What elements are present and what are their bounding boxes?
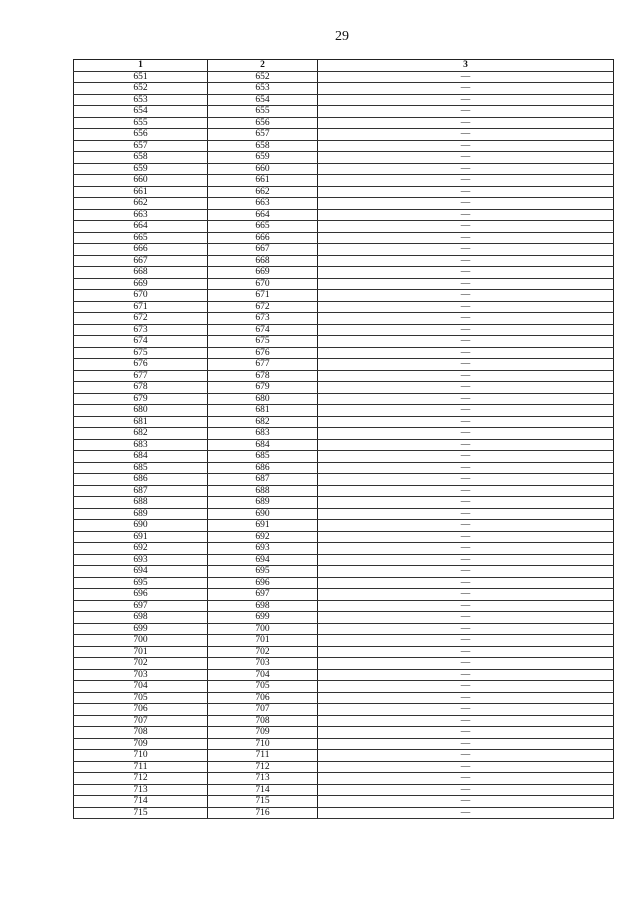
table-row xyxy=(74,278,614,290)
table-cell-col-2: 707 xyxy=(208,704,318,716)
table-cell-col-3: — xyxy=(318,71,614,83)
table-row xyxy=(74,267,614,279)
table-cell-col-1: 656 xyxy=(74,129,208,141)
table-header-row xyxy=(74,60,614,72)
table-cell-col-2: 681 xyxy=(208,405,318,417)
table-row xyxy=(74,175,614,187)
table-cell-col-3: — xyxy=(318,255,614,267)
table-cell-col-3: — xyxy=(318,681,614,693)
table-row xyxy=(74,508,614,520)
table-cell-col-3: — xyxy=(318,508,614,520)
table-cell-col-2: 695 xyxy=(208,566,318,578)
table-cell-col-3: — xyxy=(318,290,614,302)
table-cell-col-1: 651 xyxy=(74,71,208,83)
table-row xyxy=(74,451,614,463)
table-cell-col-1: 712 xyxy=(74,773,208,785)
table-row xyxy=(74,347,614,359)
table-cell-col-3: — xyxy=(318,393,614,405)
table-cell-col-2: 666 xyxy=(208,232,318,244)
table-cell-col-2: 656 xyxy=(208,117,318,129)
table-cell-col-2: 671 xyxy=(208,290,318,302)
table-row xyxy=(74,750,614,762)
table-row xyxy=(74,589,614,601)
table-cell-col-2: 659 xyxy=(208,152,318,164)
table-row xyxy=(74,244,614,256)
table-cell-col-3: — xyxy=(318,600,614,612)
table-cell-col-3: — xyxy=(318,635,614,647)
table-row xyxy=(74,336,614,348)
table-row xyxy=(74,140,614,152)
table-row xyxy=(74,221,614,233)
table-cell-col-1: 684 xyxy=(74,451,208,463)
table-row xyxy=(74,83,614,95)
table-cell-col-2: 693 xyxy=(208,543,318,555)
table-cell-col-2: 705 xyxy=(208,681,318,693)
table-cell-col-3: — xyxy=(318,83,614,95)
column-header-3: 3 xyxy=(318,60,614,72)
table-cell-col-1: 681 xyxy=(74,416,208,428)
table-cell-col-2: 669 xyxy=(208,267,318,279)
table-row xyxy=(74,485,614,497)
table-cell-col-2: 675 xyxy=(208,336,318,348)
table-row xyxy=(74,704,614,716)
table-row xyxy=(74,382,614,394)
table-cell-col-2: 711 xyxy=(208,750,318,762)
table-cell-col-1: 679 xyxy=(74,393,208,405)
table-cell-col-2: 674 xyxy=(208,324,318,336)
table-row xyxy=(74,290,614,302)
table-cell-col-1: 659 xyxy=(74,163,208,175)
table-cell-col-1: 682 xyxy=(74,428,208,440)
table-cell-col-2: 689 xyxy=(208,497,318,509)
table-cell-col-1: 673 xyxy=(74,324,208,336)
table-cell-col-1: 669 xyxy=(74,278,208,290)
table-cell-col-3: — xyxy=(318,761,614,773)
table-cell-col-2: 698 xyxy=(208,600,318,612)
page-number: 29 xyxy=(335,29,349,44)
table-cell-col-3: — xyxy=(318,451,614,463)
table-row xyxy=(74,370,614,382)
table-cell-col-3: — xyxy=(318,163,614,175)
table-cell-col-2: 661 xyxy=(208,175,318,187)
table-cell-col-3: — xyxy=(318,198,614,210)
table-cell-col-2: 704 xyxy=(208,669,318,681)
table-row xyxy=(74,439,614,451)
table-cell-col-2: 696 xyxy=(208,577,318,589)
table-row xyxy=(74,393,614,405)
table-cell-col-3: — xyxy=(318,152,614,164)
table-row xyxy=(74,94,614,106)
table-cell-col-2: 716 xyxy=(208,807,318,819)
table-cell-col-1: 678 xyxy=(74,382,208,394)
table-cell-col-2: 712 xyxy=(208,761,318,773)
table-cell-col-2: 706 xyxy=(208,692,318,704)
data-table xyxy=(73,59,614,819)
table-cell-col-1: 703 xyxy=(74,669,208,681)
table-cell-col-2: 715 xyxy=(208,796,318,808)
table-cell-col-1: 708 xyxy=(74,727,208,739)
table-cell-col-3: — xyxy=(318,554,614,566)
table-cell-col-1: 688 xyxy=(74,497,208,509)
table-cell-col-3: — xyxy=(318,428,614,440)
table-cell-col-1: 666 xyxy=(74,244,208,256)
table-cell-col-2: 710 xyxy=(208,738,318,750)
table-row xyxy=(74,796,614,808)
table-row xyxy=(74,117,614,129)
table-cell-col-3: — xyxy=(318,244,614,256)
table-row xyxy=(74,543,614,555)
table-cell-col-1: 697 xyxy=(74,600,208,612)
table-row xyxy=(74,807,614,819)
table-row xyxy=(74,301,614,313)
table-cell-col-1: 676 xyxy=(74,359,208,371)
table-cell-col-3: — xyxy=(318,370,614,382)
table-cell-col-1: 701 xyxy=(74,646,208,658)
table-cell-col-1: 657 xyxy=(74,140,208,152)
table-cell-col-3: — xyxy=(318,485,614,497)
table-cell-col-2: 691 xyxy=(208,520,318,532)
table-cell-col-1: 715 xyxy=(74,807,208,819)
table-cell-col-1: 654 xyxy=(74,106,208,118)
table-cell-col-1: 662 xyxy=(74,198,208,210)
table-cell-col-3: — xyxy=(318,738,614,750)
table-cell-col-3: — xyxy=(318,531,614,543)
table-cell-col-1: 687 xyxy=(74,485,208,497)
table-row xyxy=(74,405,614,417)
table-row xyxy=(74,520,614,532)
table-cell-col-2: 697 xyxy=(208,589,318,601)
table-cell-col-2: 684 xyxy=(208,439,318,451)
table-cell-col-3: — xyxy=(318,750,614,762)
table-cell-col-3: — xyxy=(318,278,614,290)
table-cell-col-2: 655 xyxy=(208,106,318,118)
table-cell-col-1: 694 xyxy=(74,566,208,578)
table-cell-col-2: 658 xyxy=(208,140,318,152)
table-row xyxy=(74,715,614,727)
table-cell-col-1: 689 xyxy=(74,508,208,520)
table-body xyxy=(74,71,614,819)
table-cell-col-3: — xyxy=(318,807,614,819)
table-cell-col-1: 707 xyxy=(74,715,208,727)
table-cell-col-3: — xyxy=(318,704,614,716)
table-cell-col-2: 709 xyxy=(208,727,318,739)
table-cell-col-1: 665 xyxy=(74,232,208,244)
table-cell-col-3: — xyxy=(318,382,614,394)
table-row xyxy=(74,773,614,785)
table-cell-col-1: 683 xyxy=(74,439,208,451)
table-cell-col-3: — xyxy=(318,140,614,152)
table-cell-col-1: 658 xyxy=(74,152,208,164)
table-cell-col-2: 664 xyxy=(208,209,318,221)
table-cell-col-3: — xyxy=(318,577,614,589)
table-row xyxy=(74,209,614,221)
table-cell-col-3: — xyxy=(318,566,614,578)
table-cell-col-3: — xyxy=(318,106,614,118)
table-cell-col-1: 714 xyxy=(74,796,208,808)
table-cell-col-3: — xyxy=(318,129,614,141)
table-cell-col-2: 660 xyxy=(208,163,318,175)
table-cell-col-1: 670 xyxy=(74,290,208,302)
table-cell-col-3: — xyxy=(318,474,614,486)
column-header-2: 2 xyxy=(208,60,318,72)
table-cell-col-3: — xyxy=(318,669,614,681)
table-cell-col-1: 704 xyxy=(74,681,208,693)
table-cell-col-1: 652 xyxy=(74,83,208,95)
table-row xyxy=(74,428,614,440)
table-row xyxy=(74,761,614,773)
table-row xyxy=(74,106,614,118)
table-cell-col-3: — xyxy=(318,497,614,509)
table-cell-col-1: 711 xyxy=(74,761,208,773)
table-row xyxy=(74,163,614,175)
table-row xyxy=(74,531,614,543)
table-cell-col-1: 674 xyxy=(74,336,208,348)
table-cell-col-1: 705 xyxy=(74,692,208,704)
table-cell-col-1: 668 xyxy=(74,267,208,279)
table-cell-col-3: — xyxy=(318,301,614,313)
table-cell-col-2: 673 xyxy=(208,313,318,325)
table-cell-col-1: 680 xyxy=(74,405,208,417)
table-cell-col-2: 714 xyxy=(208,784,318,796)
table-row xyxy=(74,255,614,267)
table-cell-col-2: 677 xyxy=(208,359,318,371)
table-cell-col-2: 694 xyxy=(208,554,318,566)
table-cell-col-3: — xyxy=(318,175,614,187)
table-cell-col-1: 667 xyxy=(74,255,208,267)
table-cell-col-3: — xyxy=(318,94,614,106)
table-cell-col-3: — xyxy=(318,784,614,796)
table-cell-col-3: — xyxy=(318,336,614,348)
table-cell-col-1: 661 xyxy=(74,186,208,198)
table-cell-col-1: 702 xyxy=(74,658,208,670)
table-row xyxy=(74,566,614,578)
table-cell-col-2: 701 xyxy=(208,635,318,647)
table-cell-col-2: 652 xyxy=(208,71,318,83)
table-row xyxy=(74,635,614,647)
table-cell-col-2: 683 xyxy=(208,428,318,440)
table-cell-col-3: — xyxy=(318,416,614,428)
table-cell-col-2: 685 xyxy=(208,451,318,463)
table-row xyxy=(74,152,614,164)
table-cell-col-3: — xyxy=(318,646,614,658)
table-row xyxy=(74,232,614,244)
table-cell-col-3: — xyxy=(318,267,614,279)
table-cell-col-3: — xyxy=(318,347,614,359)
table-cell-col-2: 699 xyxy=(208,612,318,624)
table-row xyxy=(74,727,614,739)
table-cell-col-2: 688 xyxy=(208,485,318,497)
table-cell-col-1: 696 xyxy=(74,589,208,601)
table-cell-col-2: 662 xyxy=(208,186,318,198)
table-cell-col-3: — xyxy=(318,221,614,233)
table-cell-col-3: — xyxy=(318,727,614,739)
table-cell-col-1: 690 xyxy=(74,520,208,532)
table-row xyxy=(74,71,614,83)
table-row xyxy=(74,612,614,624)
table-cell-col-1: 692 xyxy=(74,543,208,555)
table-row xyxy=(74,577,614,589)
table-row xyxy=(74,324,614,336)
table-cell-col-2: 680 xyxy=(208,393,318,405)
table-cell-col-3: — xyxy=(318,543,614,555)
table-row xyxy=(74,738,614,750)
table-cell-col-3: — xyxy=(318,692,614,704)
table-cell-col-1: 664 xyxy=(74,221,208,233)
table-cell-col-3: — xyxy=(318,209,614,221)
table-row xyxy=(74,462,614,474)
table-cell-col-3: — xyxy=(318,623,614,635)
table-cell-col-1: 710 xyxy=(74,750,208,762)
table-cell-col-2: 654 xyxy=(208,94,318,106)
table-cell-col-2: 690 xyxy=(208,508,318,520)
table-cell-col-3: — xyxy=(318,439,614,451)
table-cell-col-3: — xyxy=(318,313,614,325)
table-row xyxy=(74,658,614,670)
table-cell-col-1: 675 xyxy=(74,347,208,359)
table-cell-col-2: 668 xyxy=(208,255,318,267)
table-cell-col-1: 677 xyxy=(74,370,208,382)
table-cell-col-2: 713 xyxy=(208,773,318,785)
table-cell-col-1: 700 xyxy=(74,635,208,647)
table-row xyxy=(74,416,614,428)
column-header-1: 1 xyxy=(74,60,208,72)
table-cell-col-3: — xyxy=(318,324,614,336)
table-cell-col-2: 687 xyxy=(208,474,318,486)
table-row xyxy=(74,623,614,635)
table-cell-col-1: 686 xyxy=(74,474,208,486)
table-cell-col-1: 693 xyxy=(74,554,208,566)
table-row xyxy=(74,681,614,693)
table-cell-col-2: 679 xyxy=(208,382,318,394)
table-cell-col-3: — xyxy=(318,589,614,601)
table-cell-col-2: 686 xyxy=(208,462,318,474)
table-cell-col-3: — xyxy=(318,658,614,670)
table-cell-col-1: 663 xyxy=(74,209,208,221)
table-row xyxy=(74,554,614,566)
table-row xyxy=(74,600,614,612)
table-cell-col-2: 702 xyxy=(208,646,318,658)
table-cell-col-2: 708 xyxy=(208,715,318,727)
table-row xyxy=(74,198,614,210)
table-cell-col-2: 692 xyxy=(208,531,318,543)
table-row xyxy=(74,474,614,486)
table-cell-col-2: 667 xyxy=(208,244,318,256)
table-cell-col-3: — xyxy=(318,232,614,244)
table-cell-col-1: 713 xyxy=(74,784,208,796)
table-row xyxy=(74,669,614,681)
table-cell-col-3: — xyxy=(318,117,614,129)
table-cell-col-1: 671 xyxy=(74,301,208,313)
table-cell-col-2: 703 xyxy=(208,658,318,670)
table-cell-col-1: 653 xyxy=(74,94,208,106)
table-cell-col-1: 655 xyxy=(74,117,208,129)
table-cell-col-1: 709 xyxy=(74,738,208,750)
table-cell-col-3: — xyxy=(318,796,614,808)
table-row xyxy=(74,359,614,371)
table-cell-col-1: 698 xyxy=(74,612,208,624)
table-cell-col-1: 699 xyxy=(74,623,208,635)
table-cell-col-2: 682 xyxy=(208,416,318,428)
table-cell-col-2: 700 xyxy=(208,623,318,635)
table-cell-col-3: — xyxy=(318,359,614,371)
table-cell-col-1: 672 xyxy=(74,313,208,325)
table-row xyxy=(74,784,614,796)
table-cell-col-3: — xyxy=(318,715,614,727)
table-cell-col-3: — xyxy=(318,186,614,198)
table-cell-col-1: 706 xyxy=(74,704,208,716)
table-row xyxy=(74,129,614,141)
table-row xyxy=(74,692,614,704)
table-row xyxy=(74,497,614,509)
table-cell-col-1: 660 xyxy=(74,175,208,187)
table-cell-col-1: 695 xyxy=(74,577,208,589)
table-cell-col-3: — xyxy=(318,612,614,624)
table-cell-col-3: — xyxy=(318,773,614,785)
table-row xyxy=(74,646,614,658)
table-cell-col-1: 685 xyxy=(74,462,208,474)
table-row xyxy=(74,313,614,325)
table-cell-col-2: 678 xyxy=(208,370,318,382)
table-cell-col-2: 657 xyxy=(208,129,318,141)
table-row xyxy=(74,186,614,198)
table-cell-col-2: 665 xyxy=(208,221,318,233)
table-cell-col-3: — xyxy=(318,462,614,474)
table-cell-col-1: 691 xyxy=(74,531,208,543)
table-cell-col-3: — xyxy=(318,520,614,532)
table-cell-col-3: — xyxy=(318,405,614,417)
table-cell-col-2: 670 xyxy=(208,278,318,290)
table-cell-col-2: 663 xyxy=(208,198,318,210)
table-cell-col-2: 676 xyxy=(208,347,318,359)
table-cell-col-2: 653 xyxy=(208,83,318,95)
table-cell-col-2: 672 xyxy=(208,301,318,313)
